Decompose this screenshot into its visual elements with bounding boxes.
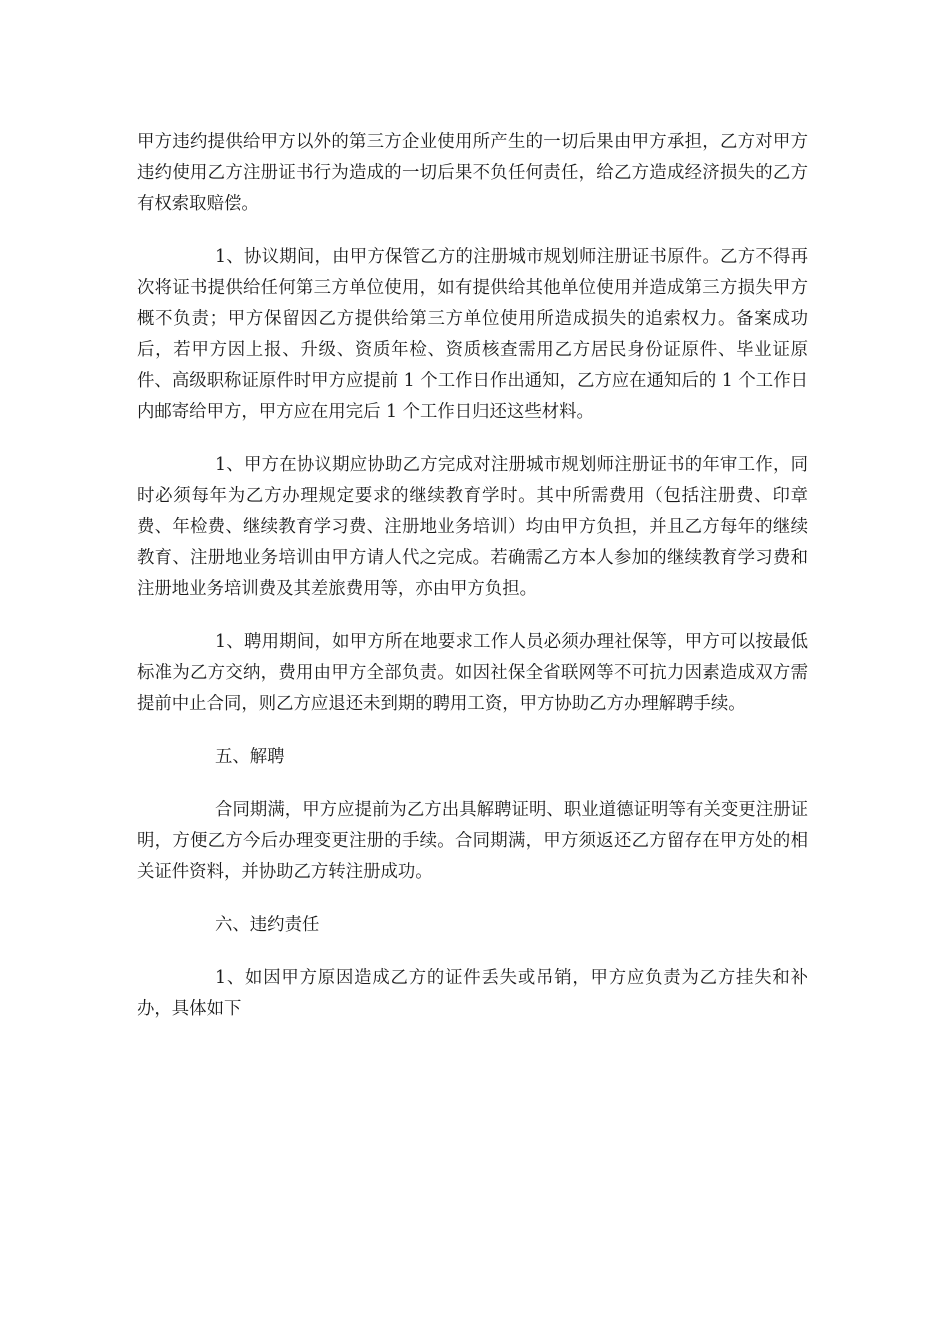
section-heading-dismissal: 五、解聘 (215, 747, 285, 767)
paragraph-contract-expiry: 合同期满，甲方应提前为乙方出具解聘证明、职业道德证明等有关变更注册证明，方便乙方今后办理变更注册的手续。合同期满，甲方须返还乙方留存在甲方处的相关证件资料，并协助乙方转注册成功。 (137, 800, 808, 882)
paragraph-annual-review: 1、甲方在协议期应协助乙方完成对注册城市规划师注册证书的年审工作，同时必须每年为乙方办理规定要求的继续教育学时。其中所需费用（包括注册费、印章费、年检费、继续教育学习费、注册地业务培训）均由甲方负担，并且乙方每年的继续教育、注册地业务培训由甲方请人代之完成。若确需乙方本人参加的继续教育学习费和注册地业务培训费及其差旅费用等，亦由甲方负担。 (137, 455, 808, 599)
paragraph-certificate-custody: 1、协议期间，由甲方保管乙方的注册城市规划师注册证书原件。乙方不得再次将证书提供给任何第三方单位使用，如有提供给其他单位使用并造成第三方损失甲方概不负责；甲方保留因乙方提供给第三方单位使用所造成损失的追索权力。备案成功后，若甲方因上报、升级、资质年检、资质核查需用乙方居民身份证原件、毕业证原件、高级职称证原件时甲方应提前 1 个工作日作出通知，乙方应在通知后的 1 个工作日内邮寄给甲方，甲方应在用完后 1 个工作日归还这些材料。 (137, 247, 808, 422)
section-heading-liability: 六、违约责任 (215, 915, 320, 935)
paragraph-certificate-loss: 1、如因甲方原因造成乙方的证件丢失或吊销，甲方应负责为乙方挂失和补办，具体如下 (137, 968, 808, 1019)
document-body (137, 127, 808, 1047)
paragraph-social-insurance: 1、聘用期间，如甲方所在地要求工作人员必须办理社保等，甲方可以按最低标准为乙方交纳，费用由甲方全部负责。如因社保全省联网等不可抗力因素造成双方需提前中止合同，则乙方应退还未到期的聘用工资，甲方协助乙方办理解聘手续。 (137, 632, 808, 714)
paragraph-continuation: 甲方违约提供给甲方以外的第三方企业使用所产生的一切后果由甲方承担，乙方对甲方违约使用乙方注册证书行为造成的一切后果不负任何责任，给乙方造成经济损失的乙方有权索取赔偿。 (137, 132, 808, 214)
